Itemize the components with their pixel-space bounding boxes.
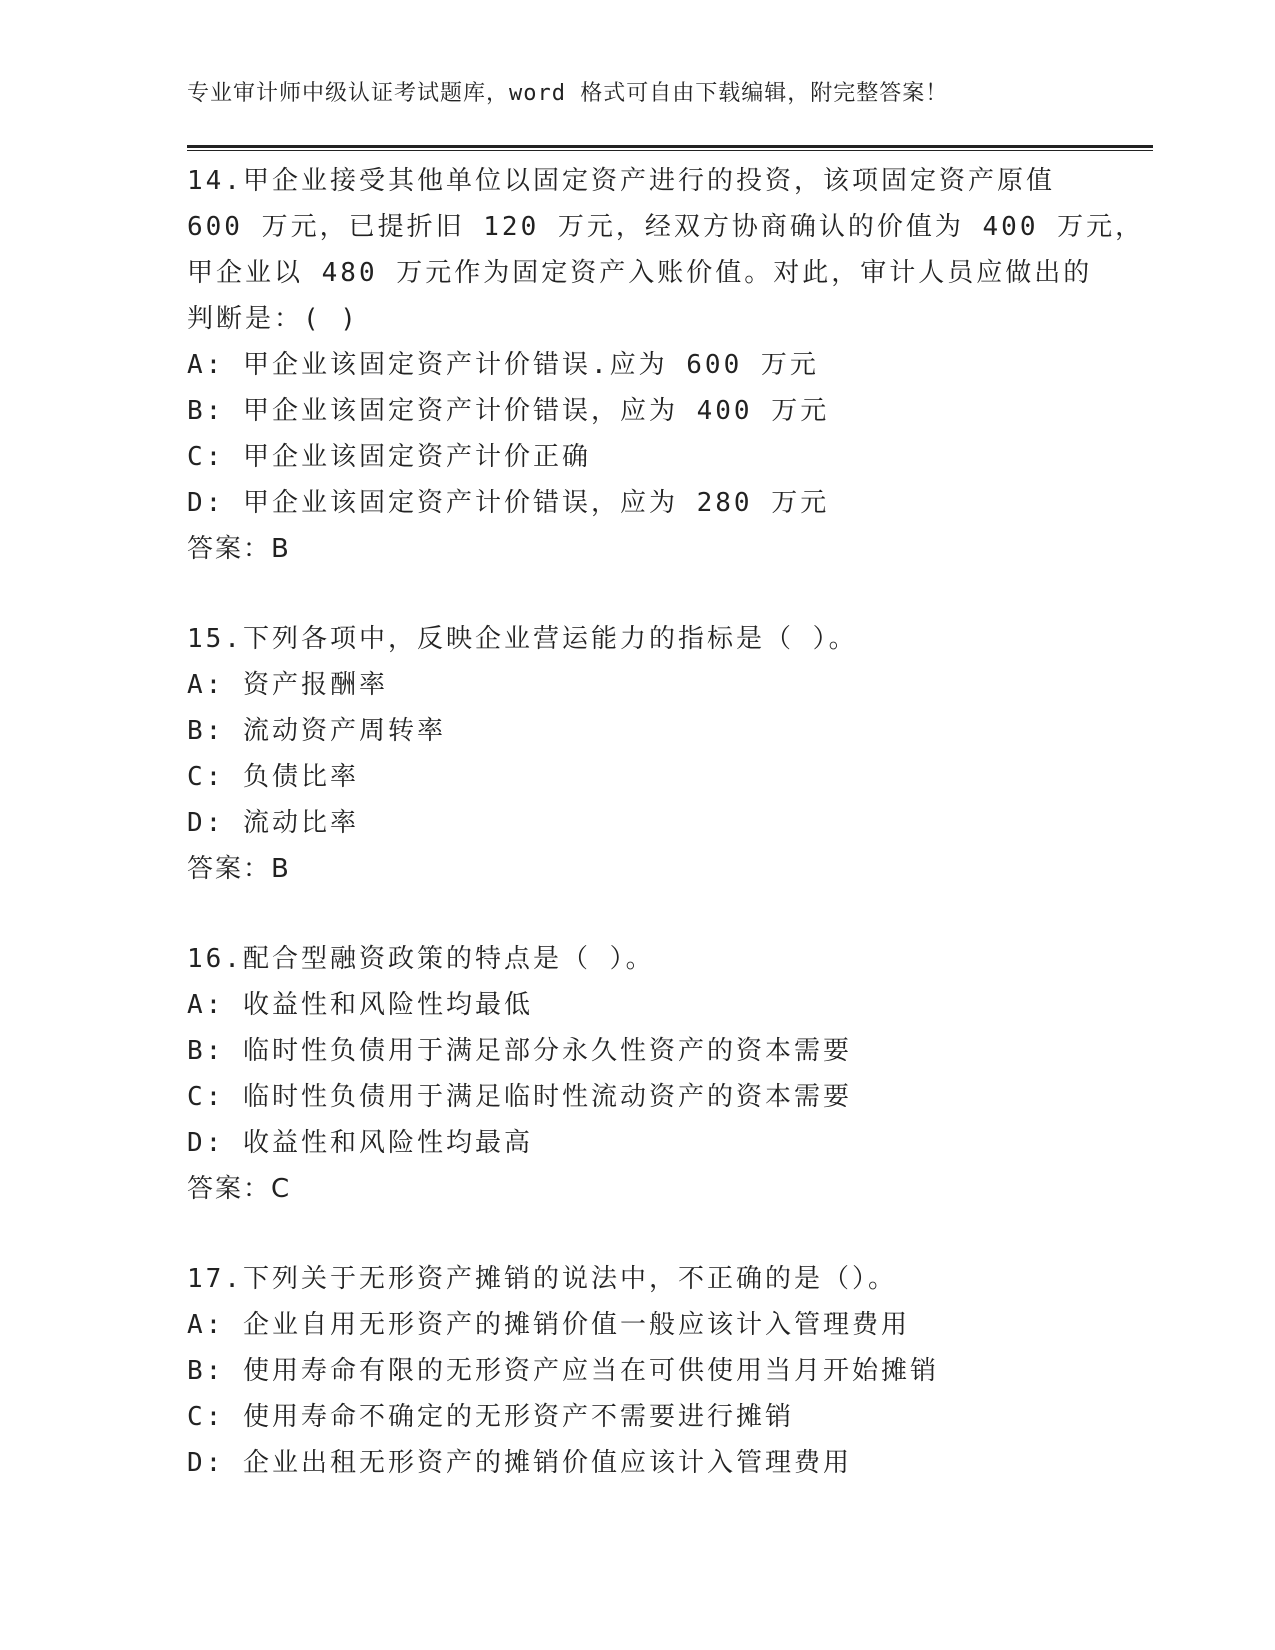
- option-d: D: 流动比率: [187, 808, 359, 838]
- option-a: A: 企业自用无形资产的摊销价值一般应该计入管理费用: [187, 1310, 910, 1340]
- answer-label: 答案：B: [187, 534, 291, 564]
- question-stem: 14.甲企业接受其他单位以固定资产进行的投资，该项固定资产原值: [187, 166, 1055, 196]
- question-stem: 16.配合型融资政策的特点是（ ）。: [187, 944, 655, 974]
- question-stem: 甲企业以 480 万元作为固定资产入账价值。对此，审计人员应做出的: [187, 258, 1093, 288]
- header-divider: [187, 145, 1153, 148]
- option-a: A: 甲企业该固定资产计价错误.应为 600 万元: [187, 350, 819, 380]
- option-a: A: 收益性和风险性均最低: [187, 990, 533, 1020]
- option-b: B: 使用寿命有限的无形资产应当在可供使用当月开始摊销: [187, 1356, 939, 1386]
- question-16: [187, 936, 1087, 1212]
- option-c: C: 负债比率: [187, 762, 359, 792]
- option-c: C: 临时性负债用于满足临时性流动资产的资本需要: [187, 1082, 852, 1112]
- option-d: D: 收益性和风险性均最高: [187, 1128, 533, 1158]
- question-17: [187, 1256, 1087, 1486]
- option-c: C: 使用寿命不确定的无形资产不需要进行摊销: [187, 1402, 794, 1432]
- question-stem: 600 万元，已提折旧 120 万元，经双方协商确认的价值为 400 万元，: [187, 212, 1145, 242]
- option-d: D: 企业出租无形资产的摊销价值应该计入管理费用: [187, 1448, 852, 1478]
- page-header: 专业审计师中级认证考试题库，word 格式可自由下载编辑，附完整答案！: [187, 81, 949, 106]
- question-list: [187, 158, 1145, 1486]
- question-15: [187, 616, 1087, 892]
- answer-label: 答案：B: [187, 854, 291, 884]
- question-stem: 15.下列各项中，反映企业营运能力的指标是（ ）。: [187, 624, 858, 654]
- option-b: B: 流动资产周转率: [187, 716, 446, 746]
- option-d: D: 甲企业该固定资产计价错误，应为 280 万元: [187, 488, 830, 518]
- option-b: B: 临时性负债用于满足部分永久性资产的资本需要: [187, 1036, 852, 1066]
- answer-label: 答案：C: [187, 1174, 292, 1204]
- question-stem: 17.下列关于无形资产摊销的说法中，不正确的是（）。: [187, 1264, 897, 1294]
- question-stem: 判断是：( ): [187, 304, 359, 334]
- option-c: C: 甲企业该固定资产计价正确: [187, 442, 591, 472]
- option-b: B: 甲企业该固定资产计价错误，应为 400 万元: [187, 396, 830, 426]
- header-divider-thin: [187, 150, 1153, 151]
- option-a: A: 资产报酬率: [187, 670, 388, 700]
- question-14: [187, 158, 1145, 572]
